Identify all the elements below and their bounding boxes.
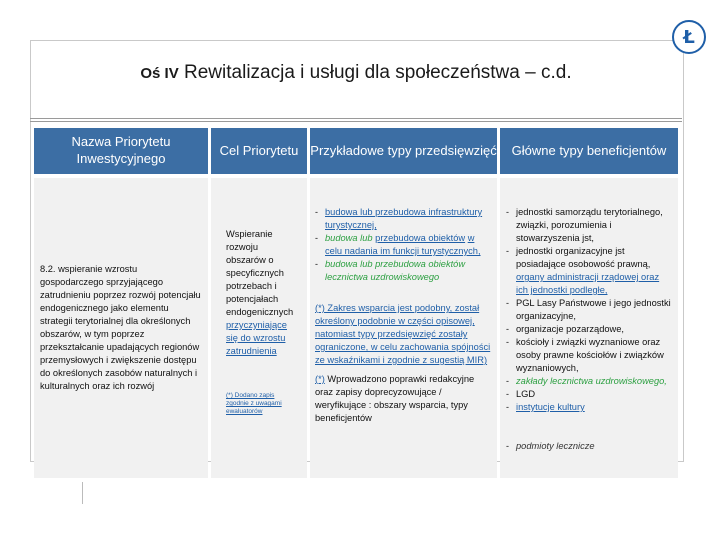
title-main: Rewitalizacja i usługi dla społeczeństwa – c.d. — [184, 62, 572, 83]
goal-text: Wspieranie rozwoju obszarów o specyficznych potrzebach i potencjałach endogenicznych — [226, 229, 294, 317]
project-item-2: - budowa lub przebudowa obiektów w celu nadania im funkcji turystycznych, — [315, 233, 481, 256]
beneficiary-item-3: - PGL Lasy Państwowe i jego jednostki organizacyjne, — [506, 298, 671, 321]
project-note-1: (*) Zakres wsparcia jest podobny, został określony podobnie w części opisowej, natomiast typy przedsięwzięć zostały ograniczone, w celu zachowania spójności ze wskaźnikami i zgodnie z sugestią MIR) — [315, 303, 491, 365]
project-note-2: (*) Wprowadzono poprawki redakcyjne oraz zapisy doprecyzowujące / weryfikujące : obszary wsparcia, typy beneficjentów — [315, 374, 475, 423]
beneficiary-item-8: - instytucje kultury — [506, 402, 585, 412]
beneficiary-item-4: - organizacje pozarządowe, — [506, 324, 625, 334]
priority-description: 8.2. wspieranie wzrostu gospodarczego sprzyjającego zatrudnieniu poprzez rozwój potencjału endogenicznego jako elementu strategii terytorialnej dla określonych obszarów, w tym poprzez przekształcanie upadających regionów przemysłowych i zwiększenie dostępu do określonych zasobów naturalnych i kulturalnych oraz ich rozwój — [40, 264, 201, 391]
beneficiary-item-1: - jednostki samorządu terytorialnego, związki, porozumienia i stowarzyszenia jst, — [506, 207, 663, 243]
header-priority-name: Nazwa Priorytetu Inwestycyjnego — [34, 128, 208, 174]
goal-text-inserted: przyczyniające się do wzrostu zatrudnienia — [226, 320, 287, 356]
title-divider — [30, 118, 682, 119]
footer-divider — [82, 482, 83, 504]
project-item-3: - budowa lub przebudowa obiektów lecznictwa uzdrowiskowego — [315, 259, 466, 282]
project-item-1: - budowa lub przebudowa infrastruktury turystycznej, — [315, 207, 483, 230]
title-divider-2 — [30, 121, 682, 122]
beneficiary-item-6: - zakłady lecznictwa uzdrowiskowego, — [506, 376, 667, 386]
cell-beneficiaries — [500, 178, 678, 478]
header-project-types: Przykładowe typy przedsięwzięć — [310, 128, 497, 174]
header-beneficiaries: Główne typy beneficjentów — [500, 128, 678, 174]
page-title — [30, 62, 682, 84]
goal-note: (*) Dodano zapis zgodnie z uwagami ewaluatorów — [226, 392, 282, 415]
beneficiary-item-5: - kościoły i związki wyznaniowe oraz osoby prawne kościołów i związków wyznaniowych, — [506, 337, 664, 373]
cell-project-types — [310, 178, 497, 478]
beneficiary-item-7: - LGD — [506, 389, 536, 399]
title-prefix: Oś IV — [140, 65, 179, 82]
beneficiary-item-9: - podmioty lecznicze — [506, 441, 595, 451]
cell-priority-name — [34, 178, 208, 478]
cell-priority-goal — [211, 178, 307, 478]
logo-icon: Ł — [672, 20, 706, 54]
header-priority-goal: Cel Priorytetu — [211, 128, 307, 174]
beneficiary-item-2: - jednostki organizacyjne jst posiadające osobowość prawną, organy administracji rządowej oraz ich jednostki podległe, — [506, 246, 660, 295]
